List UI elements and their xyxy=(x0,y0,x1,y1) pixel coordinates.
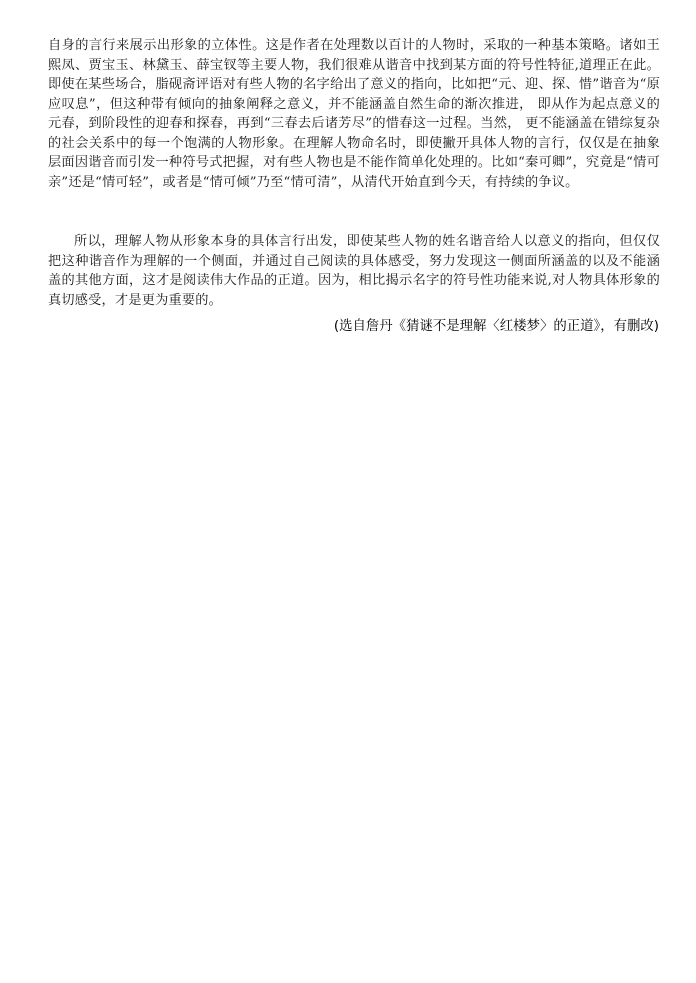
source-citation: (选自詹丹《猜谜不是理解〈红楼梦〉的正道》，有删改) xyxy=(333,319,659,334)
body-paragraph-1: 自身的言行来展示出形象的立体性。这是作者在处理数以百计的人物时，采取的一种基本策略。诸如王熙凤、贾宝玉、林黛玉、薛宝钗等主要人物，我们很难从谐音中找到某方面的符号性特征,道理正在此。即使在某些场合，脂砚斋评语对有些人物的名字给出了意义的指向，比如把“元、迎、探、惜”谐音为“原应叹息”，但这种带有倾向的抽象阐释之意义，并不能涵盖自然生命的渐次推进， 即从作为起点意义的元春，到阶段性的迎春和探春，再到“三春去后诸芳尽”的惜春这一过程。当然， 更不能涵盖在错综复杂的社会关系中的每一个饱满的人物形象。在理解人物命名时，即使撇开具体人物的言行，仅仅是在抽象层面因谐音而引发一种符号式把握，对有些人物也是不能作简单化处理的。比如“秦可卿”，究竟是“情可亲”还是“情可轻”，或者是“情可倾”乃至“情可清”，从清代开始直到今天，有持续的争议。 xyxy=(48,38,660,190)
body-paragraph-2: 所以，理解人物从形象本身的具体言行出发，即使某些人物的姓名谐音给人以意义的指向，但仅仅把这种谐音作为理解的一个侧面，并通过自己阅读的具体感受，努力发现这一侧面所涵盖的以及不能涵盖的其他方面，这才是阅读伟大作品的正道。因为，相比揭示名字的符号性功能来说,对人物具体形象的真切感受，才是更为重要的。 xyxy=(48,234,660,308)
